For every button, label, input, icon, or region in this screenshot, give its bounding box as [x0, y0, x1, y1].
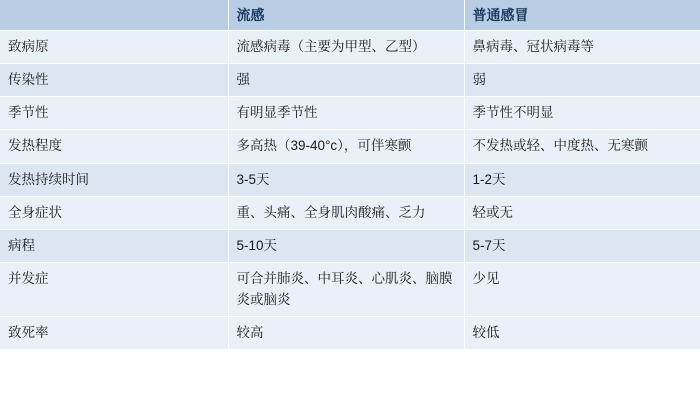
cell-cold-fever-duration: 1-2天 [464, 163, 700, 196]
cell-influenza-fever-degree: 多高热（39-40°c），可伴寒颤 [228, 130, 464, 163]
table-row [0, 63, 700, 96]
row-label-seasonality: 季节性 [0, 97, 228, 130]
row-label-fever-degree: 发热程度 [0, 130, 228, 163]
table-header-row [0, 0, 700, 30]
row-label-contagiousness: 传染性 [0, 63, 228, 96]
cell-cold-seasonality: 季节性不明显 [464, 97, 700, 130]
table-body [0, 30, 700, 349]
cell-influenza-contagiousness: 强 [228, 63, 464, 96]
column-header-influenza: 流感 [228, 0, 464, 30]
cell-cold-systemic-symptoms: 轻或无 [464, 196, 700, 229]
cell-influenza-systemic-symptoms: 重、头痛、全身肌肉酸痛、乏力 [228, 196, 464, 229]
cell-influenza-fever-duration: 3-5天 [228, 163, 464, 196]
row-label-fever-duration: 发热持续时间 [0, 163, 228, 196]
table-row [0, 163, 700, 196]
cell-influenza-mortality: 较高 [228, 316, 464, 349]
table-row [0, 196, 700, 229]
table-row [0, 263, 700, 317]
cell-influenza-pathogen: 流感病毒（主要为甲型、乙型） [228, 30, 464, 63]
table-row [0, 316, 700, 349]
row-label-mortality: 致死率 [0, 316, 228, 349]
row-label-disease-course: 病程 [0, 230, 228, 263]
cell-influenza-disease-course: 5-10天 [228, 230, 464, 263]
column-header-common-cold: 普通感冒 [464, 0, 700, 30]
table-row [0, 230, 700, 263]
cell-cold-complications: 少见 [464, 263, 700, 317]
row-label-pathogen: 致病原 [0, 30, 228, 63]
cell-influenza-complications: 可合并肺炎、中耳炎、心肌炎、脑膜炎或脑炎 [228, 263, 464, 317]
table-row [0, 97, 700, 130]
row-label-systemic-symptoms: 全身症状 [0, 196, 228, 229]
table-row [0, 130, 700, 163]
cell-cold-contagiousness: 弱 [464, 63, 700, 96]
cell-cold-mortality: 较低 [464, 316, 700, 349]
cell-influenza-seasonality: 有明显季节性 [228, 97, 464, 130]
cell-cold-pathogen: 鼻病毒、冠状病毒等 [464, 30, 700, 63]
cell-cold-fever-degree: 不发热或轻、中度热、无寒颤 [464, 130, 700, 163]
row-label-complications: 并发症 [0, 263, 228, 317]
table-row [0, 30, 700, 63]
column-header-attribute [0, 0, 228, 30]
table-header [0, 0, 700, 30]
cell-cold-disease-course: 5-7天 [464, 230, 700, 263]
